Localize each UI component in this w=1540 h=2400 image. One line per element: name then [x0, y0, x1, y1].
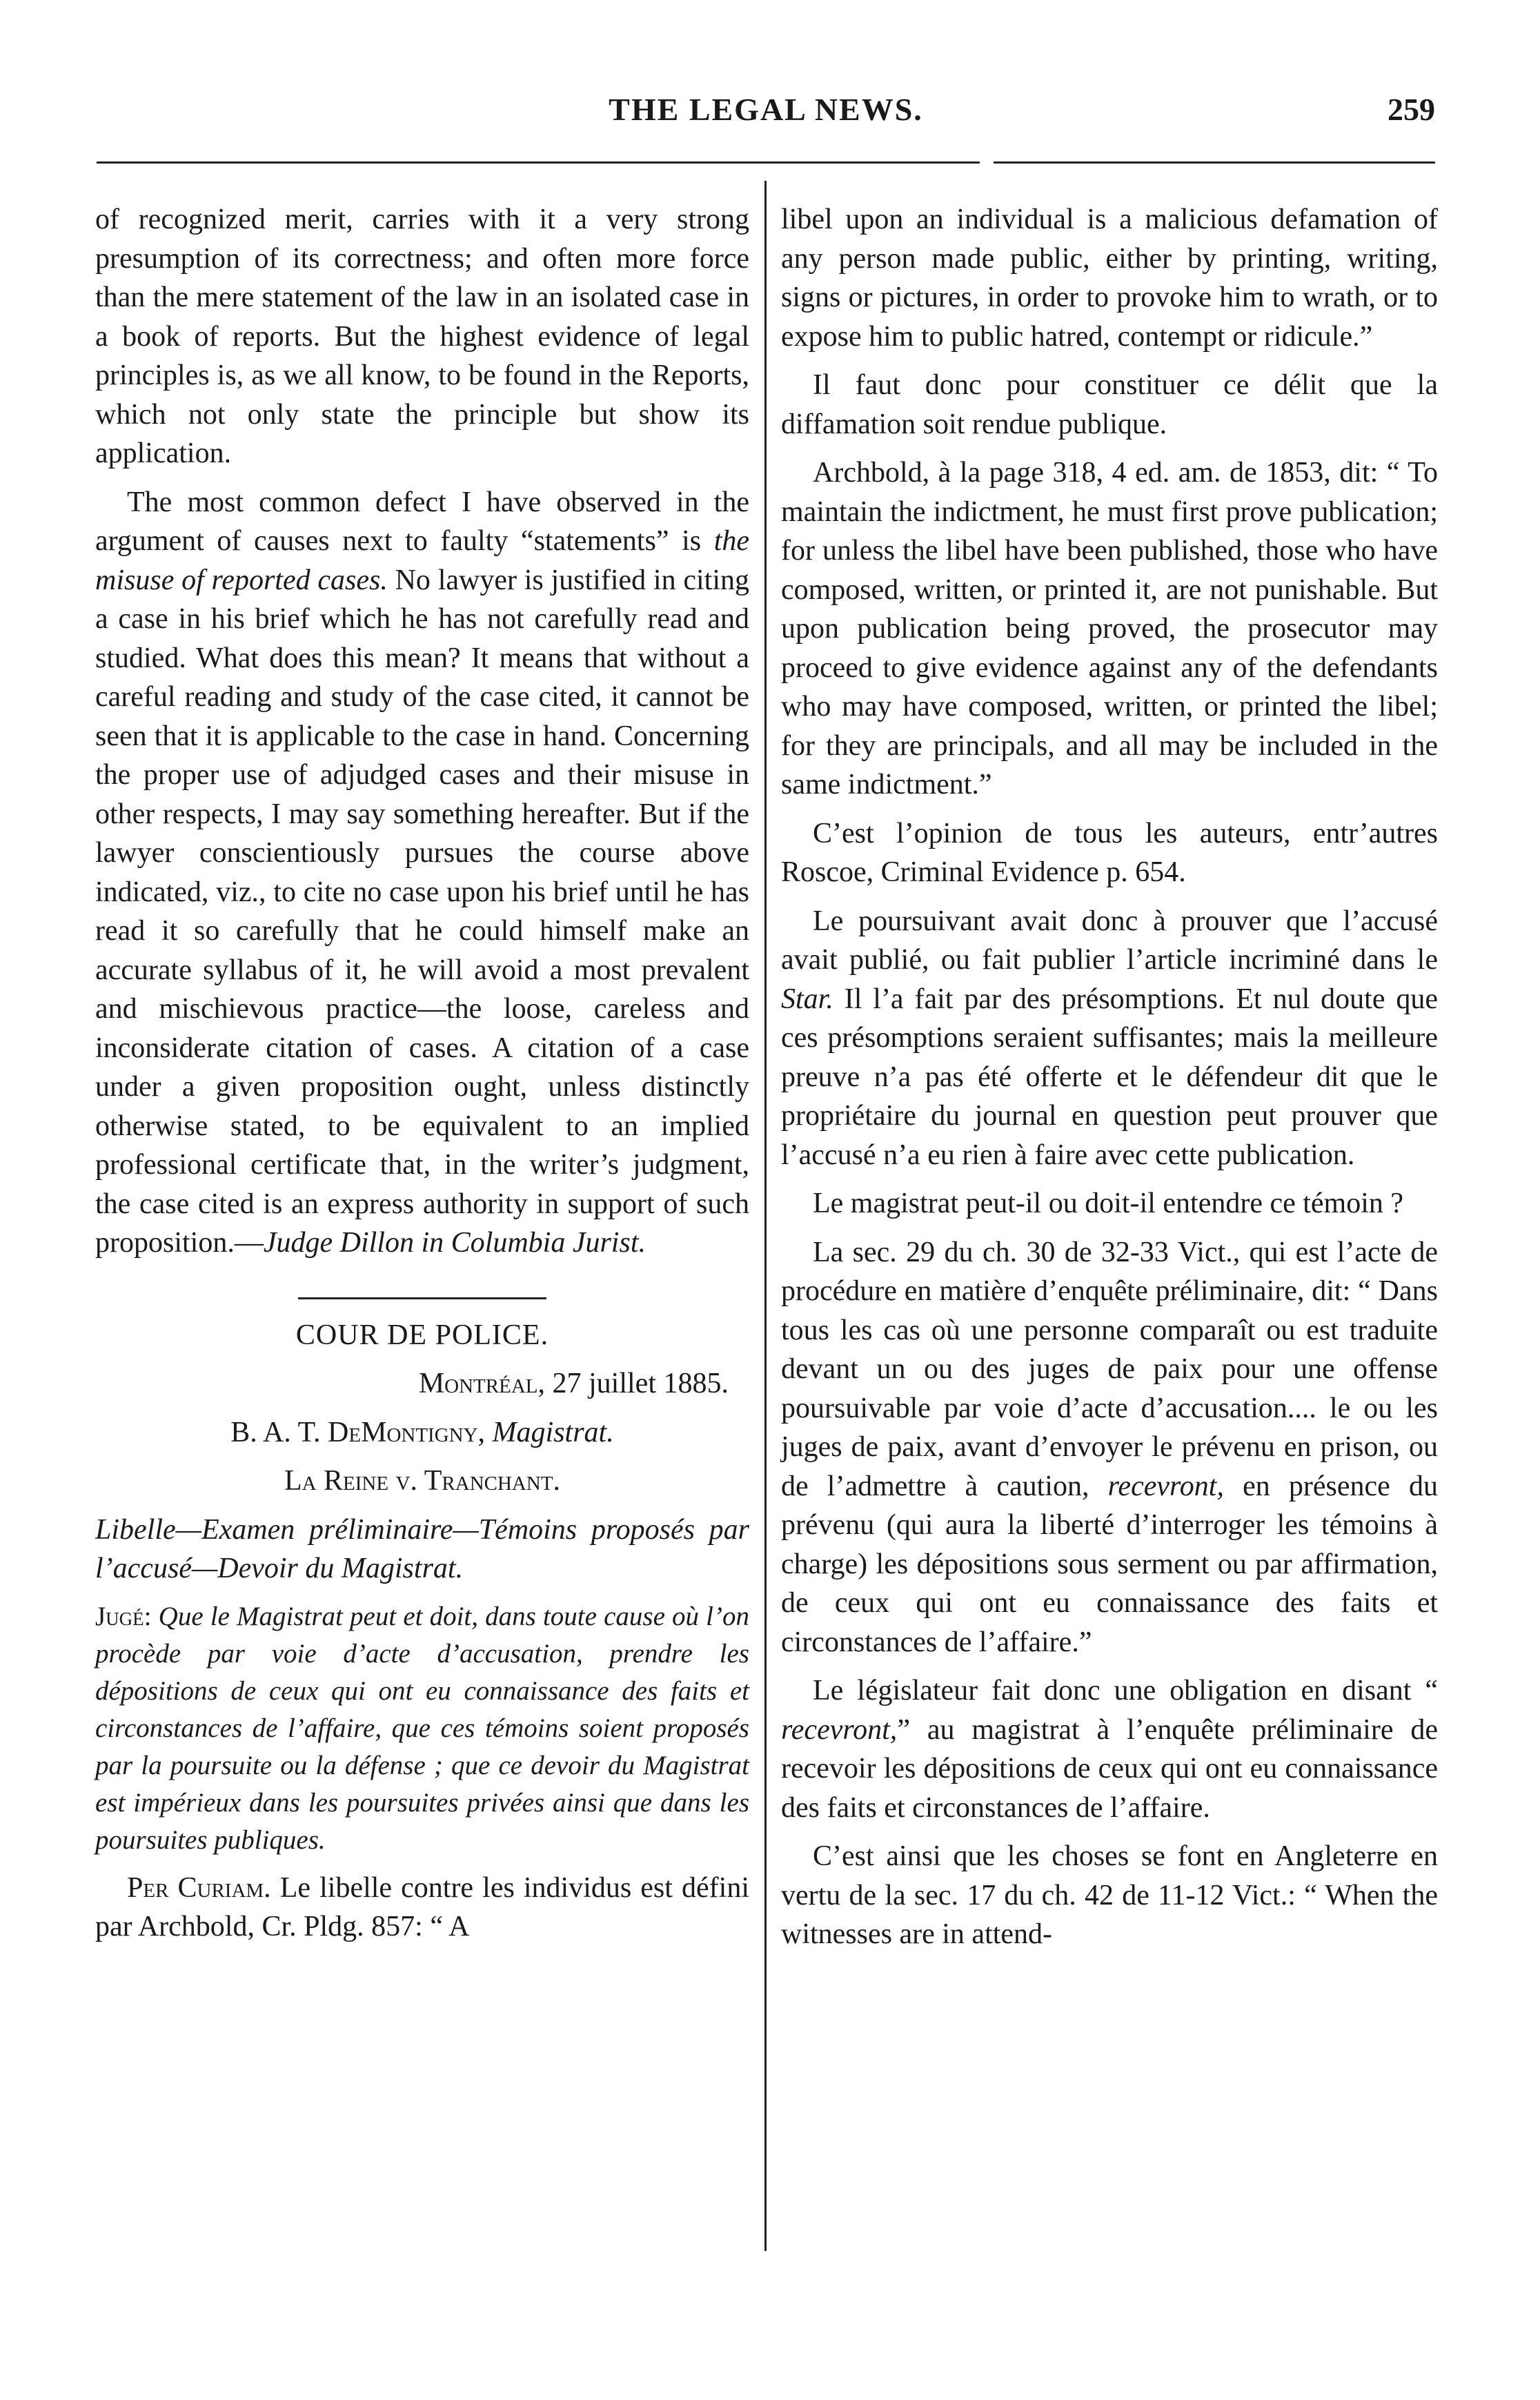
section-rule [298, 1297, 546, 1299]
judge-title: Magistrat. [485, 1416, 614, 1448]
attribution: Judge Dillon in Columbia Jurist. [263, 1227, 646, 1259]
headnote-text: —Examen préliminaire—Témoins proposés par l’accusé—Devoir du Magistrat. [95, 1513, 749, 1584]
text-run: Le poursuivant avait donc à prouver que l’accusé avait publié, ou fait publier l’article incriminé dans le [781, 905, 1438, 976]
dateline [95, 1364, 749, 1404]
per-curiam-text: Le libelle contre les individus est défini par Archbold, Cr. Pldg. 857: “ A [95, 1871, 749, 1942]
text-run: No lawyer is justified in citing a case in his brief which he has not carefully read and studied. What does this mean? It means that without a careful reading and study of the case cited, it cannot be seen that it is applicable to the case in hand. Concerning the proper use of adjudged cases and their misuse in other respects, I may say something hereafter. But if the lawyer conscientiously pursues the course above indicated, viz., to cite no case upon his brief until he has read it so carefully that he could himself make an accurate syllabus of it, he will avoid a most prevalent and mischievous practice—the loose, careless and inconsiderate citation of cases. A citation of a case under a given proposition ought, unless distinctly otherwise stated, to be equivalent to an implied professional certificate that, in the writer’s judgment, the case cited is an express authority in support of such proposition.— [95, 564, 749, 1259]
emphasis: recevront, [781, 1713, 898, 1746]
right-paragraph-5 [781, 902, 1438, 1175]
syllabus [95, 1598, 749, 1859]
right-paragraph-6: Le magistrat peut-il ou doit-il entendre ce témoin ? [813, 1188, 1404, 1219]
header-rule-left [97, 161, 980, 164]
text-run: Il l’a fait par des présomptions. Et nul doute que ces présomptions seraient suffisantes; mais la meilleure preuve n’a pas été offerte et le défendeur dit que le propriétaire du journal en question peut prouver que l’accusé n’a eu rien à faire avec cette publication. [781, 983, 1438, 1171]
syllabus-label: Jugé: [95, 1601, 152, 1631]
emphasis: Star. [781, 983, 833, 1015]
running-title: THE LEGAL NEWS. [609, 92, 923, 127]
text-run: The most common defect I have observed in the argument of causes next to faulty “statements” is [95, 486, 749, 557]
per-curiam-label: Per Curiam. [127, 1871, 271, 1904]
left-paragraph-2 [95, 483, 749, 1263]
right-paragraph-9: C’est ainsi que les choses se font en Angleterre en vertu de la sec. 17 du ch. 42 de 11-12 Vict.: “ When the witnesses are in attend- [781, 1840, 1438, 1950]
dateline-date: 27 juillet 1885. [545, 1368, 729, 1399]
judge-line [95, 1413, 749, 1453]
per-curiam-paragraph [95, 1869, 749, 1947]
right-paragraph-3: Archbold, à la page 318, 4 ed. am. de 1853, dit: “ To maintain the indictment, he must first prove publication; for unless the libel have been published, those who have composed, written, or printed it, are not punishable. But upon publication being proved, the prosecutor may proceed to give evidence against any of the defendants who may have composed, written, or printed the libel; for they are principals, and all may be included in the same indictment.” [781, 457, 1438, 800]
right-paragraph-1: libel upon an individual is a malicious defamation of any person made public, either by printing, writing, signs or pictures, in order to provoke him to wrath, or to expose him to public hatred, contempt or ridicule.” [781, 204, 1438, 353]
judge-name: B. A. T. DeMontigny, [230, 1416, 486, 1448]
text-run: La sec. 29 du ch. 30 de 32-33 Vict., qui est l’acte de procédure en matière d’enquête préliminaire, dit: “ Dans tous les cas où une personne comparaît ou est traduite devant un ou des juges de paix pour une offense poursuivable par voie d’acte d’accusation.... le ou les juges de paix, avant d’envoyer le prévenu en prison, ou de l’admettre à caution, [781, 1236, 1438, 1502]
text-run: en présence du prévenu (qui aura la liberté d’interroger les témoins à charge) les dépositions sous serment ou par affirmation, de ceux qui ont eu connaissance des faits et circonstances de l’affaire.” [781, 1470, 1438, 1658]
dateline-city: Montréal, [418, 1368, 545, 1399]
right-paragraph-4: C’est l’opinion de tous les auteurs, entr’autres Roscoe, Criminal Evidence p. 654. [781, 817, 1438, 888]
text-run: Le législateur fait donc une obligation en disant “ [813, 1675, 1438, 1706]
headnote [95, 1511, 749, 1588]
right-paragraph-8 [781, 1671, 1438, 1827]
right-column [781, 200, 1438, 1964]
section-title: COUR DE POLICE. [295, 1319, 549, 1351]
page-number: 259 [1388, 92, 1435, 127]
column-divider [764, 181, 767, 2251]
emphasis: the misuse of reported cases. [95, 525, 749, 596]
right-paragraph-7 [781, 1233, 1438, 1662]
headnote-label: Libelle [95, 1513, 176, 1546]
case-name: La Reine v. Tranchant. [284, 1465, 561, 1497]
right-paragraph-2: Il faut donc pour constituer ce délit que la diffamation soit rendue publique. [781, 369, 1438, 440]
emphasis: recevront, [1107, 1470, 1224, 1502]
header-rule-right [994, 161, 1435, 164]
page-header [97, 91, 1435, 146]
left-paragraph-1: of recognized merit, carries with it a very strong presumption of its correctness; and often more force than the mere statement of the law in an isolated case in a book of reports. But the highest evidence of legal principles is, as we all know, to be found in the Reports, which not only state the principle but show its application. [95, 204, 749, 469]
syllabus-text: Que le Magistrat peut et doit, dans toute cause où l’on procède par voie d’acte d’accusation, prendre les dépositions de ceux qui ont eu connaissance des faits et circonstances de l’affaire, que ces témoins soient proposés par la poursuite ou la défense ; que ce devoir du Magistrat est impérieux dans les poursuites privées ainsi que dans les poursuites publiques. [95, 1601, 749, 1855]
left-column [95, 200, 749, 1956]
text-run: ” au magistrat à l’enquête préliminaire de recevoir les dépositions de ceux qui ont eu connaissance des faits et circonstances de l’affaire. [781, 1713, 1438, 1824]
